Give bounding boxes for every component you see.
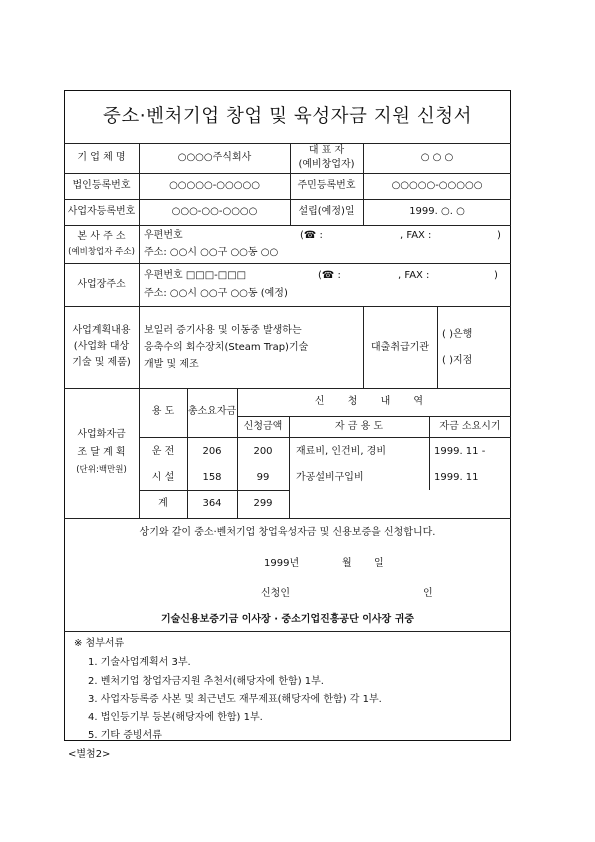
loan-branch: ( )지점	[442, 355, 473, 366]
business-plan-sublabel-1: (사업화 대상	[73, 341, 130, 352]
hq-postal-code: 우편번호	[144, 230, 183, 241]
facility-purpose: 가공설비구입비	[296, 472, 364, 483]
applicant-label: 신청인	[261, 588, 290, 599]
row-divider	[64, 306, 511, 307]
hq-paren: )	[497, 230, 501, 241]
site-phone: (☎ :	[318, 270, 341, 281]
biz-reg-value: ○○○-○○-○○○○	[171, 206, 258, 217]
date-month: 월	[342, 558, 352, 569]
attachment-item: 2. 벤처기업 창업자금지원 추천서(해당자에 한함) 1부.	[88, 676, 324, 687]
site-address: 주소: ○○시 ○○구 ○○동 (예정)	[144, 288, 288, 299]
funding-unit: (단위:백만원)	[76, 465, 127, 475]
row-divider	[64, 518, 511, 519]
business-plan-text-1: 보일러 증기사용 및 이동중 발생하는	[144, 325, 302, 336]
operating-purpose: 재료비, 인건비, 경비	[296, 446, 386, 457]
hq-address-label: 본 사 주 소	[77, 231, 126, 242]
funding-label-1: 사업화자금	[77, 429, 126, 440]
row-divider	[237, 416, 511, 417]
sum-request: 299	[253, 498, 273, 509]
corp-reg-value: ○○○○○-○○○○○	[169, 180, 260, 191]
row-divider	[64, 388, 511, 389]
hq-address: 주소: ○○시 ○○구 ○○동 ○○	[144, 247, 279, 258]
resident-reg-value: ○○○○○-○○○○○	[391, 180, 483, 191]
company-name-value: ○○○○주식회사	[177, 152, 252, 163]
facility-label: 시 설	[151, 472, 175, 483]
sum-total: 364	[202, 498, 222, 509]
business-plan-label: 사업계획내용	[72, 325, 131, 336]
attachment-item: 1. 기술사업계획서 3부.	[88, 657, 191, 668]
row-divider	[64, 143, 511, 144]
facility-total: 158	[202, 472, 222, 483]
header-request-detail: 신 청 내 역	[314, 396, 434, 407]
representative-value: ○ ○ ○	[420, 152, 454, 163]
operating-timing: 1999. 11 -	[434, 446, 486, 457]
col-divider	[437, 306, 438, 388]
operating-label: 운 전	[151, 446, 175, 457]
declaration-text: 상기와 같이 중소·벤처기업 창업육성자금 및 신용보증을 신청합니다.	[139, 527, 436, 538]
facility-request: 99	[256, 472, 270, 483]
hq-address-sublabel: (예비창업자 주소)	[68, 247, 135, 257]
attachments-title: ※ 첨부서류	[74, 638, 125, 649]
row-divider	[64, 199, 511, 200]
loan-bank: ( )은행	[442, 329, 473, 340]
business-plan-text-2: 응축수의 회수장치(Steam Trap)기술	[144, 342, 309, 353]
row-divider	[64, 263, 511, 264]
business-plan-text-3: 개발 및 제조	[144, 359, 199, 370]
company-name-label: 기 업 체 명	[77, 152, 126, 163]
attachment-item: 5. 기타 증빙서류	[88, 730, 162, 741]
establish-date-value: 1999. ○. ○	[409, 206, 465, 217]
establish-date-label: 설립(예정)일	[298, 206, 355, 217]
seal-mark: 인	[423, 588, 433, 599]
row-divider	[139, 490, 289, 491]
business-plan-sublabel-2: 기술 및 제품)	[72, 357, 131, 368]
header-fund-timing: 자금 소요시기	[439, 421, 501, 432]
site-postal-code: 우편번호 □□□-□□□	[144, 270, 247, 281]
operating-total: 206	[202, 446, 222, 457]
attachment-item: 4. 법인등기부 등본(해당자에 한함) 1부.	[88, 712, 263, 723]
header-total-need: 총소요자금	[187, 406, 237, 417]
date-year: 1999년	[264, 558, 300, 569]
row-divider	[64, 225, 511, 226]
row-divider	[64, 631, 511, 632]
site-address-label: 사업장주소	[77, 279, 126, 290]
row-divider	[139, 437, 511, 438]
header-request-amount: 신청금액	[243, 421, 283, 432]
operating-request: 200	[253, 446, 273, 457]
header-use: 용 도	[151, 406, 175, 417]
attachment-item: 3. 사업자등록증 사본 및 최근년도 재무제표(해당자에 한함) 각 1부.	[88, 694, 382, 705]
representative-label: 대 표 자	[308, 145, 345, 156]
biz-reg-label: 사업자등록번호	[67, 206, 136, 217]
facility-timing: 1999. 11	[434, 472, 479, 483]
hq-phone: (☎ :	[300, 230, 323, 241]
date-day: 일	[374, 558, 384, 569]
hq-fax: , FAX :	[400, 230, 432, 241]
resident-reg-label: 주민등록번호	[297, 180, 356, 191]
representative-sublabel: (예비창업자)	[298, 159, 355, 170]
appendix-label: <별첨2>	[68, 749, 111, 760]
site-paren: )	[494, 270, 498, 281]
header-fund-purpose: 자 금 용 도	[334, 421, 384, 432]
form-title: 중소·벤처기업 창업 및 육성자금 지원 신청서	[103, 106, 472, 127]
funding-label-2: 조 달 계 획	[77, 447, 126, 458]
site-fax: , FAX :	[398, 270, 430, 281]
loan-institution-label: 대출취급기관	[371, 342, 429, 353]
row-divider	[64, 173, 511, 174]
addressee: 기술신용보증기금 이사장 · 중소기업진흥공단 이사장 귀중	[160, 614, 415, 625]
corp-reg-label: 법인등록번호	[72, 180, 131, 191]
sum-label: 계	[158, 498, 168, 509]
